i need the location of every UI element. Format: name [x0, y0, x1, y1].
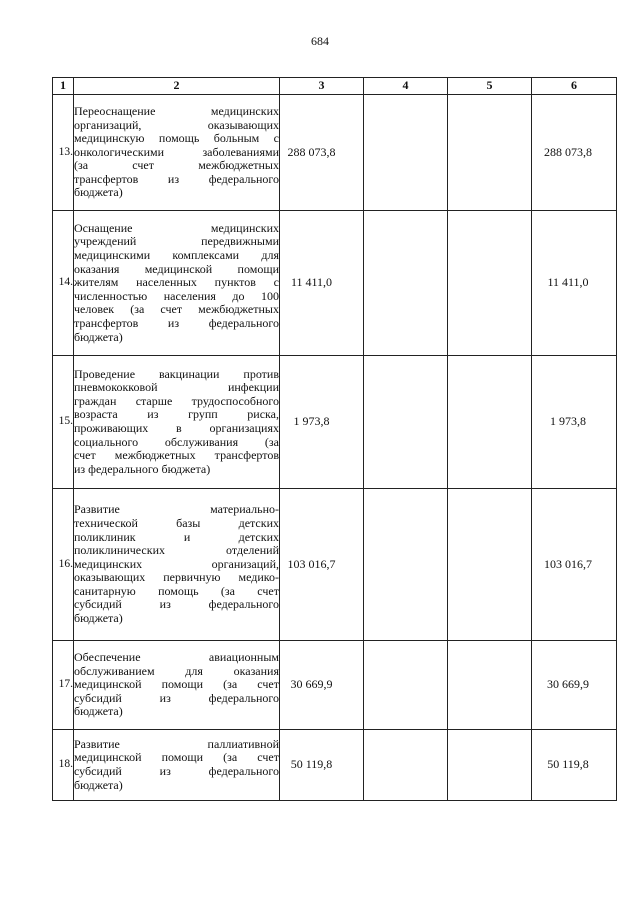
description-line: организаций, оказывающих [74, 117, 279, 132]
amount-col4 [364, 211, 448, 356]
amount-col4 [364, 641, 448, 730]
row-description [74, 641, 280, 730]
amount-col5 [448, 641, 532, 730]
amount-col3 [280, 641, 364, 730]
amount-col6 [532, 356, 617, 489]
amount-col4 [364, 489, 448, 641]
amount-value: 11 411,0 [547, 275, 589, 290]
description-line: трансфертов из федерального [74, 171, 279, 186]
header-col-3: 3 [280, 78, 364, 95]
row-number: 18. [53, 730, 74, 801]
description-line: возраста из групп риска, [74, 407, 279, 422]
description-line: граждан старше трудоспособного [74, 393, 279, 408]
description-line: медицинскими комплексами для [74, 248, 279, 263]
description-line: Обеспечение авиационным [74, 650, 279, 665]
row-description [74, 730, 280, 801]
description-line: субсидий из федерального [74, 597, 279, 612]
amount-value: 288 073,8 [287, 144, 336, 159]
description-line: счет межбюджетных трансфертов [74, 448, 279, 463]
description-line: поликлинических отделений [74, 543, 279, 558]
description-line: субсидий из федерального [74, 690, 279, 705]
amount-col3 [280, 489, 364, 641]
row-description [74, 489, 280, 641]
amount-col3 [280, 730, 364, 801]
description-line: медицинскую помощь больным с [74, 131, 279, 146]
description-line: санитарную помощь (за счет [74, 583, 279, 598]
description-line: бюджета) [74, 777, 123, 792]
budget-table [52, 77, 617, 801]
header-col-2: 2 [74, 78, 280, 95]
description-line: бюджета) [74, 185, 123, 200]
row-number: 16. [53, 489, 74, 641]
description-line: медицинской помощи (за счет [74, 750, 279, 765]
amount-col5 [448, 730, 532, 801]
table-row [53, 489, 617, 641]
amount-col5 [448, 95, 532, 211]
description-line: жителям населенных пунктов с [74, 275, 279, 290]
amount-col5 [448, 489, 532, 641]
amount-col3 [280, 356, 364, 489]
description-line: субсидий из федерального [74, 764, 279, 778]
row-description [74, 95, 280, 211]
description-line: технической базы детских [74, 515, 279, 530]
description-line: учреждений передвижными [74, 234, 279, 249]
row-description [74, 211, 280, 356]
description-line: медицинской помощи (за счет [74, 677, 279, 692]
row-number: 14. [53, 211, 74, 356]
amount-value: 30 669,9 [547, 677, 589, 692]
description-line: Переоснащение медицинских [74, 103, 279, 118]
description-line: медицинских организаций, [74, 556, 279, 571]
description-line: бюджета) [74, 611, 123, 626]
description-line: бюджета) [74, 329, 123, 344]
amount-col6 [532, 211, 617, 356]
amount-value: 103 016,7 [544, 556, 592, 571]
amount-col4 [364, 95, 448, 211]
table-row [53, 95, 617, 211]
amount-col6 [532, 641, 617, 730]
header-col-4: 4 [364, 78, 448, 95]
amount-value: 30 669,9 [290, 677, 333, 692]
amount-col6 [532, 730, 617, 801]
description-line: Развитие паллиативной [74, 736, 279, 751]
description-line: онкологическими заболеваниями [74, 144, 279, 159]
description-line: бюджета) [74, 704, 123, 719]
description-line: из федерального бюджета) [74, 461, 211, 476]
amount-col3 [280, 211, 364, 356]
description-line: обслуживанием для оказания [74, 663, 279, 678]
amount-col6 [532, 95, 617, 211]
description-line: социального обслуживания (за [74, 434, 279, 449]
description-line: поликлиник и детских [74, 529, 279, 544]
amount-col3 [280, 95, 364, 211]
amount-value: 1 973,8 [293, 414, 330, 429]
row-number: 17. [53, 641, 74, 730]
row-number: 13. [53, 95, 74, 211]
description-line: проживающих в организациях [74, 421, 279, 435]
table-row [53, 211, 617, 356]
header-col-6: 6 [532, 78, 617, 95]
page-number: 684 [311, 34, 329, 48]
description-line: трансфертов из федерального [74, 315, 279, 330]
amount-col4 [364, 356, 448, 489]
amount-value: 50 119,8 [547, 757, 589, 772]
table-header-row [53, 78, 617, 95]
amount-col6 [532, 489, 617, 641]
table-row [53, 641, 617, 730]
amount-value: 103 016,7 [287, 556, 336, 571]
description-line: (за счет межбюджетных [74, 158, 279, 173]
table-row [53, 356, 617, 489]
amount-col5 [448, 356, 532, 489]
description-line: человек (за счет межбюджетных [74, 302, 279, 317]
amount-col5 [448, 211, 532, 356]
amount-value: 50 119,8 [290, 757, 333, 772]
description-line: пневмококковой инфекции [74, 380, 279, 395]
header-col-1: 1 [53, 78, 74, 95]
amount-value: 1 973,8 [550, 414, 586, 429]
description-line: Оснащение медицинских [74, 220, 279, 235]
description-line: Проведение вакцинации против [74, 366, 279, 381]
table-body [53, 95, 617, 801]
description-line: численностью населения до 100 [74, 288, 279, 303]
description-line: оказания медицинской помощи [74, 261, 279, 276]
header-col-5: 5 [448, 78, 532, 95]
description-line: оказывающих первичную медико- [74, 570, 279, 585]
amount-value: 11 411,0 [290, 275, 333, 290]
description-line: Развитие материально- [74, 502, 279, 517]
amount-col4 [364, 730, 448, 801]
amount-value: 288 073,8 [544, 144, 592, 159]
table-row [53, 730, 617, 801]
row-number: 15. [53, 356, 74, 489]
row-description [74, 356, 280, 489]
